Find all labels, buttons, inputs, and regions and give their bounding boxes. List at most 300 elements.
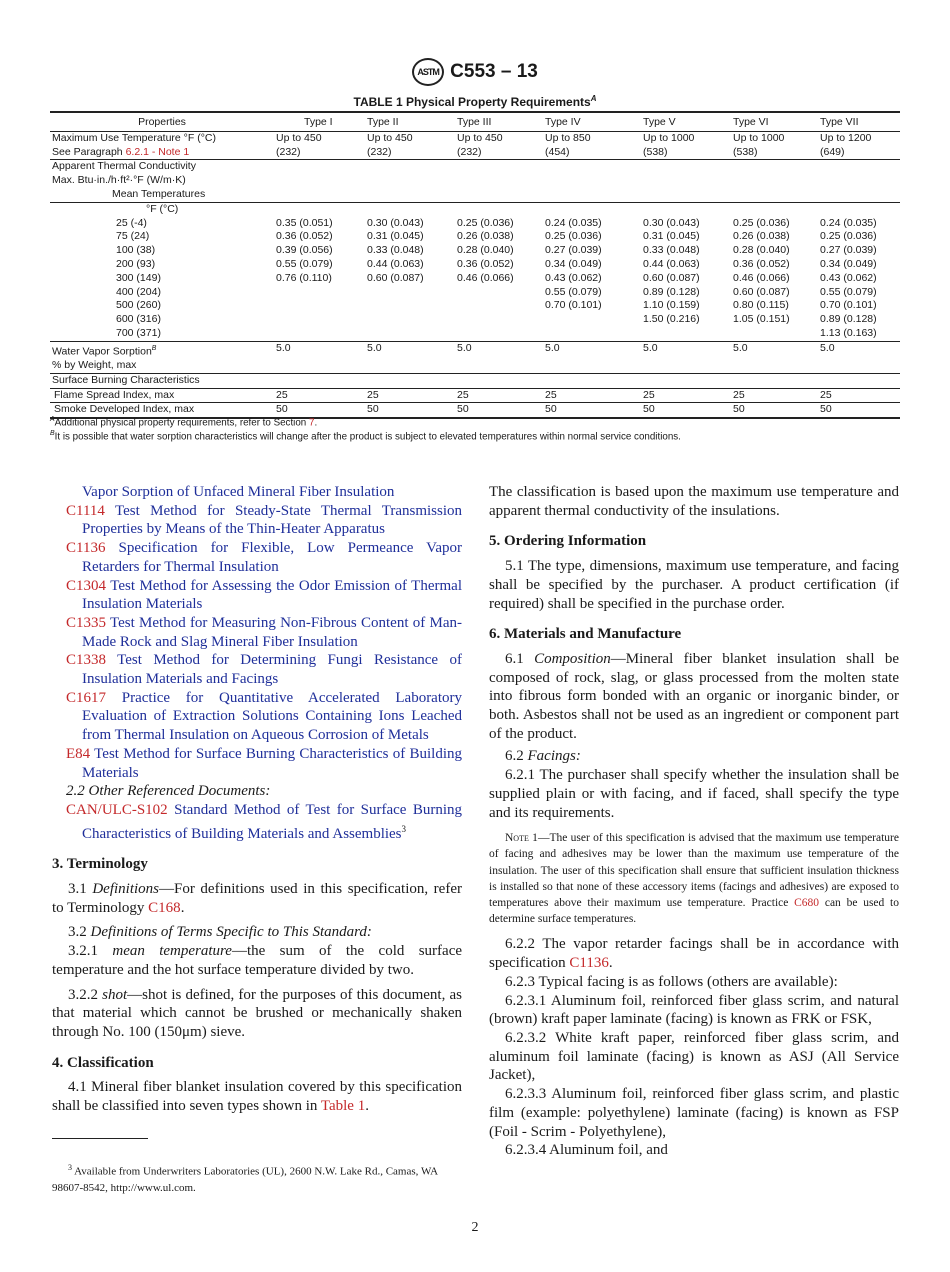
section-heading: 4. Classification	[52, 1054, 154, 1071]
table-cell	[641, 403, 731, 418]
paragraph-continuation: The classification is based upon the maximum use temperature and apparent thermal conductivity of the insulations.	[489, 484, 899, 519]
table-cell	[543, 373, 641, 388]
table-cell	[731, 202, 818, 216]
cell-text: 0.33 (0.048)	[643, 244, 700, 257]
reference-title[interactable]: Test Method for Determining Fungi Resistance of Insulation Materials and Facings	[82, 652, 462, 688]
cell-text: 200 (93)	[116, 257, 156, 270]
table-cell	[543, 341, 641, 373]
column-header: Type III	[455, 112, 543, 131]
paragraph-6-2-3-1: 6.2.3.1 Aluminum foil, reinforced fiber glass scrim, and natural (brown) kraft paper laminate (facing) is known as FRK or FSK,	[489, 992, 899, 1028]
table-cell	[274, 373, 365, 388]
table-cell	[50, 258, 274, 272]
table-cell	[543, 188, 641, 202]
cell-text: 75 (24)	[116, 230, 150, 243]
cell-text: 50	[820, 403, 832, 416]
table-cell	[50, 217, 274, 231]
reference-item	[52, 745, 462, 782]
column-header: Properties	[50, 112, 274, 131]
table-footnote-b	[50, 430, 681, 442]
paragraph-6-1	[489, 650, 899, 744]
paragraph-6-2-3: 6.2.3 Typical facing is as follows (others are available):	[505, 973, 838, 990]
table-cell	[543, 286, 641, 300]
table-cell	[365, 272, 455, 286]
table-cell	[543, 299, 641, 313]
table-cell	[641, 188, 731, 202]
num: 3.2.2	[68, 986, 103, 1003]
table-cell	[543, 313, 641, 327]
table-cell	[274, 341, 365, 373]
document-header	[0, 58, 950, 86]
cell-text: % by Weight, max	[52, 359, 137, 372]
cell-text: 500 (260)	[116, 299, 161, 312]
reference-code-link[interactable]: E84	[66, 745, 91, 762]
punct: .	[314, 417, 318, 429]
table-cell	[274, 388, 365, 403]
reference-title[interactable]: Test Method for Steady-State Thermal Transmission Properties by Means of the Thin-Heater Apparatus	[82, 502, 463, 538]
note-1	[489, 830, 899, 927]
column-header: Type I	[274, 112, 365, 131]
reference-item	[52, 502, 462, 539]
footnote-text: Additional physical property requirements, refer to Section	[54, 417, 309, 429]
cell-text: 50	[733, 403, 745, 416]
note-text: —The user of this specification is advised that the maximum use temperature of facing and adhesives may be lower than the maximum use temperature of the insulation. The user of this specification shall ensure that sufficient insulation thickness is installed so that none of these accessory items (facings and adhesives) are exposed to temperatures above their maximum use temperature. Practice	[489, 832, 899, 910]
cell-text: Water Vapor Sorption	[52, 345, 152, 358]
cell-text: (232)	[367, 145, 392, 158]
table-cell	[731, 244, 818, 258]
table-cell	[818, 373, 900, 388]
cell-text: 50	[643, 403, 655, 416]
table-cell	[50, 160, 274, 188]
table-cell	[641, 341, 731, 373]
cell-text: 50	[367, 403, 379, 416]
cell-text: 700 (371)	[116, 326, 161, 339]
footnote-text: It is possible that water sorption characteristics will change after the product is subject to elevated temperatures within normal service conditions.	[54, 431, 681, 443]
table-row	[50, 217, 900, 231]
table-title	[0, 94, 950, 109]
physical-property-table	[50, 111, 900, 419]
table-cell	[365, 313, 455, 327]
table-cell	[641, 244, 731, 258]
page-number: 2	[471, 1220, 479, 1235]
table-cell	[365, 403, 455, 418]
cell-text: 1.10 (0.159)	[643, 299, 700, 312]
table-cell	[731, 258, 818, 272]
table-cell	[50, 202, 274, 216]
table-cell	[818, 299, 900, 313]
table-row	[50, 327, 900, 341]
cell-text: 0.33 (0.048)	[367, 244, 424, 257]
table-cell	[274, 258, 365, 272]
table-cell	[818, 202, 900, 216]
table-row	[50, 230, 900, 244]
table-cell	[818, 388, 900, 403]
table-cell	[731, 188, 818, 202]
table-cell	[455, 341, 543, 373]
footnote-marker: A	[590, 94, 597, 103]
left-column	[52, 483, 462, 1116]
term: mean temperature	[112, 943, 232, 960]
table-cell	[731, 299, 818, 313]
cell-text: 50	[545, 403, 557, 416]
table-cell	[455, 286, 543, 300]
table-cell	[641, 230, 731, 244]
term: Definitions of Terms Specific to This Standard:	[90, 924, 372, 941]
table-cell	[455, 327, 543, 341]
table-cell	[641, 217, 731, 231]
table-cell	[50, 272, 274, 286]
cell-text: See Paragraph	[52, 145, 126, 158]
cell-text: Up to 1200	[820, 131, 872, 144]
table-cell	[818, 131, 900, 160]
paragraph-6-2-2	[489, 935, 899, 972]
table-cell	[455, 217, 543, 231]
table-cell	[543, 403, 641, 418]
cell-text: °F (°C)	[146, 202, 179, 215]
column-header: Type VI	[731, 112, 818, 131]
cell-text: Up to 850	[545, 131, 591, 144]
table-cell	[731, 388, 818, 403]
table-cell	[641, 313, 731, 327]
c168-link[interactable]: C168	[148, 899, 181, 916]
cell-text: Max. Btu·in./h·ft²·°F (W/m·K)	[52, 174, 186, 187]
table-cell	[543, 230, 641, 244]
cell-text: 0.31 (0.045)	[367, 230, 424, 243]
cell-text: (538)	[733, 145, 758, 158]
footnote-divider	[52, 1138, 148, 1139]
note-label: Note 1	[505, 832, 538, 845]
cell-text: 0.43 (0.062)	[545, 271, 602, 284]
cell-text: Up to 1000	[643, 131, 695, 144]
reference-item	[52, 651, 462, 688]
table-cell	[365, 327, 455, 341]
cell-text: 0.60 (0.087)	[733, 285, 790, 298]
cell-text: 0.55 (0.079)	[820, 285, 877, 298]
cell-text: Surface Burning Characteristics	[52, 373, 200, 386]
cell-text: 0.28 (0.040)	[457, 244, 514, 257]
table-cell	[641, 286, 731, 300]
table-cell	[455, 258, 543, 272]
cell-text: 100 (38)	[116, 244, 156, 257]
table-cell	[50, 286, 274, 300]
table-cell	[455, 403, 543, 418]
cell-text: 600 (316)	[116, 313, 161, 326]
table-cell	[50, 373, 274, 388]
table-cell	[455, 188, 543, 202]
reference-code-link[interactable]: C1338	[66, 652, 107, 669]
table-cell	[274, 327, 365, 341]
punct: .	[365, 1098, 369, 1115]
cell-text: 5.0	[545, 341, 560, 354]
cell-text: Up to 450	[367, 131, 413, 144]
table-row	[50, 272, 900, 286]
table-row	[50, 160, 900, 188]
table-cell	[365, 341, 455, 373]
column-header: Type IV	[543, 112, 641, 131]
note-text-end: can be used to determine surface temperatures.	[489, 897, 900, 926]
term: shot	[102, 986, 128, 1003]
paragraph-5-1: 5.1 The type, dimensions, maximum use temperature, and facing shall be specified by the purchaser. A product certification (if required) shall be specified in the purchase order.	[489, 558, 899, 612]
table-cell	[365, 217, 455, 231]
cell-text: 300 (149)	[116, 271, 161, 284]
cell-text: (649)	[820, 145, 845, 158]
column-header: Type V	[641, 112, 731, 131]
cell-text: 0.25 (0.036)	[733, 216, 790, 229]
table-cell	[50, 188, 274, 202]
section-heading: 5. Ordering Information	[489, 533, 647, 550]
table-cell	[818, 160, 900, 188]
text: —shot is defined, for the purposes of this document, as that material which cannot be brushed or mechanically shaken through No. 100 (150μm) sieve.	[52, 986, 462, 1040]
table-cell	[731, 217, 818, 231]
cell-text: 0.44 (0.063)	[367, 257, 424, 270]
table-cell	[543, 272, 641, 286]
cell-text: 0.39 (0.056)	[276, 244, 333, 257]
cell-text: 0.36 (0.052)	[276, 230, 333, 243]
footnote-marker: A	[50, 416, 55, 423]
reference-can-ulc	[52, 801, 462, 843]
paragraph-3-2-1	[52, 942, 462, 979]
table-cell	[455, 373, 543, 388]
reference-code-link[interactable]: C1136	[66, 540, 106, 557]
table-cell	[641, 258, 731, 272]
table-cell	[731, 131, 818, 160]
text: —the sum of the cold surface temperature and the hot surface temperature divided by two.	[52, 943, 463, 978]
table-row	[50, 188, 900, 202]
footnote-text: Available from Underwriters Laboratories (UL), 2600 N.W. Lake Rd., Camas, WA 98607-8542, http://www.ul.com.	[52, 1165, 438, 1194]
text: 4.1 Mineral fiber blanket insulation covered by this specification shall be classified into seven types shown in	[52, 1079, 462, 1115]
reference-continuation: Vapor Sorption of Unfaced Mineral Fiber Insulation	[82, 484, 395, 500]
table-cell	[365, 258, 455, 272]
reference-item	[52, 614, 462, 651]
cell-text: Flame Spread Index, max	[54, 388, 175, 401]
table-cell	[274, 188, 365, 202]
table-footnote-a	[50, 416, 317, 428]
cell-text: 0.43 (0.062)	[820, 271, 877, 284]
table-cell	[50, 299, 274, 313]
table-cell	[818, 313, 900, 327]
table-cell	[455, 299, 543, 313]
text: 6.2.2 The vapor retarder facings shall be in accordance with specification	[489, 936, 899, 972]
cell-text: 400 (204)	[116, 285, 161, 298]
cell-text: Apparent Thermal Conductivity	[52, 160, 196, 173]
table-cell	[731, 403, 818, 418]
table-cell	[641, 299, 731, 313]
cell-text: 25	[545, 388, 557, 401]
table-cell	[818, 341, 900, 373]
cell-text: 0.36 (0.052)	[457, 257, 514, 270]
table-cell	[50, 313, 274, 327]
table-cell	[641, 373, 731, 388]
punct: .	[180, 899, 185, 916]
cell-text: 0.46 (0.066)	[733, 271, 790, 284]
table-cell	[543, 217, 641, 231]
table-cell	[731, 373, 818, 388]
cell-text: 50	[457, 403, 469, 416]
table-cell	[455, 131, 543, 160]
term: Facings:	[527, 748, 581, 765]
cell-text: 0.27 (0.039)	[545, 244, 602, 257]
table-row	[50, 244, 900, 258]
table-cell	[274, 244, 365, 258]
table-cell	[731, 160, 818, 188]
cell-text: 0.30 (0.043)	[367, 216, 424, 229]
reference-code-link[interactable]: C1304	[66, 577, 107, 594]
cell-text: 0.25 (0.036)	[820, 230, 877, 243]
table-row	[50, 313, 900, 327]
table-cell	[455, 272, 543, 286]
c680-link[interactable]: C680	[794, 897, 820, 910]
cell-text: 25 (-4)	[116, 216, 147, 229]
table-cell	[455, 313, 543, 327]
text: —For definitions used in this specification, refer to Terminology	[52, 881, 462, 916]
table-cell	[274, 272, 365, 286]
cell-text: 0.24 (0.035)	[545, 216, 602, 229]
paragraph-6-2-3-3: 6.2.3.3 Aluminum foil, reinforced fiber glass scrim, and plastic film (example: polyethylene) laminate (facing) is known as FSP (Foil - Scrim - Polyethylene),	[489, 1086, 899, 1140]
cell-text: 0.34 (0.049)	[820, 257, 877, 270]
cell-text: 0.44 (0.063)	[643, 257, 700, 270]
table-row	[50, 373, 900, 388]
table-cell	[50, 244, 274, 258]
reference-code-link[interactable]: C1114	[66, 502, 105, 519]
table-cell	[365, 230, 455, 244]
table-row	[50, 286, 900, 300]
table-cell	[818, 272, 900, 286]
paragraph-3-2-2	[52, 986, 462, 1042]
cell-text: 0.55 (0.079)	[276, 257, 333, 270]
table-cell	[641, 327, 731, 341]
cell-text: 0.80 (0.115)	[733, 299, 789, 312]
column-header: Type II	[365, 112, 455, 131]
paragraph-6-2-3-4: 6.2.3.4 Aluminum foil, and	[505, 1142, 668, 1159]
note-1-link[interactable]: 6.2.1 - Note 1	[125, 145, 190, 158]
cell-text: 0.30 (0.043)	[643, 216, 700, 229]
table-cell	[641, 202, 731, 216]
term: Composition	[534, 650, 611, 667]
cell-text: 0.34 (0.049)	[545, 257, 602, 270]
table-cell	[274, 313, 365, 327]
table-cell	[818, 244, 900, 258]
table-cell	[274, 202, 365, 216]
table-cell	[50, 131, 274, 160]
cell-text: 1.13 (0.163)	[820, 326, 877, 339]
table-cell	[455, 244, 543, 258]
cell-text: 1.05 (0.151)	[733, 313, 790, 326]
table-row	[50, 341, 900, 373]
section-link[interactable]: 7	[308, 417, 315, 429]
table-cell	[731, 313, 818, 327]
table-cell	[731, 341, 818, 373]
table-cell	[818, 327, 900, 341]
footnote-marker: B	[50, 430, 55, 437]
paragraph-6-2-1: 6.2.1 The purchaser shall specify whether the insulation shall be supplied plain or with facing, and if faced, shall specify the type and its requirements.	[489, 767, 899, 821]
table-cell	[455, 160, 543, 188]
reference-title[interactable]: Specification for Flexible, Low Permeance Vapor Retarders for Thermal Insulation	[82, 540, 462, 575]
paragraph-6-2	[489, 747, 899, 766]
table-row	[50, 258, 900, 272]
table-cell	[731, 272, 818, 286]
cell-text: 0.24 (0.035)	[820, 216, 877, 229]
table-cell	[543, 388, 641, 403]
table-cell	[365, 388, 455, 403]
table-cell	[365, 188, 455, 202]
reference-title[interactable]: Standard Method of Test for Surface Burning Characteristics of Building Materials and Assemblies	[82, 801, 463, 842]
table-cell	[543, 244, 641, 258]
subheading: 2.2 Other Referenced Documents:	[66, 783, 271, 800]
table-cell	[543, 258, 641, 272]
reference-title[interactable]: Test Method for Assessing the Odor Emission of Thermal Insulation Materials	[82, 577, 462, 613]
table-cell	[274, 217, 365, 231]
table-cell	[455, 202, 543, 216]
cell-text: 0.27 (0.039)	[820, 244, 877, 257]
cell-text: 25	[643, 388, 655, 401]
table-cell	[455, 230, 543, 244]
cell-text: (538)	[643, 145, 668, 158]
cell-text: 0.26 (0.038)	[457, 230, 514, 243]
table-cell	[365, 160, 455, 188]
cell-text: 0.46 (0.066)	[457, 271, 514, 284]
term: Definitions	[92, 881, 159, 898]
cell-text: 50	[276, 403, 288, 416]
table-cell	[818, 230, 900, 244]
column-header: Type VII	[818, 112, 900, 131]
table-cell	[365, 202, 455, 216]
table-row	[50, 131, 900, 160]
reference-title[interactable]: Test Method for Surface Burning Characteristics of Building Materials	[82, 745, 462, 781]
table-cell	[731, 327, 818, 341]
reference-code-link[interactable]: C1335	[66, 614, 107, 631]
reference-item	[52, 577, 462, 614]
cell-text: (232)	[457, 145, 482, 158]
punct: .	[608, 955, 613, 972]
paragraph-4-1	[52, 1078, 462, 1115]
num: 3.1	[68, 881, 93, 898]
reference-title[interactable]: Practice for Quantitative Accelerated Laboratory Evaluation of Extraction Solutions Containing Ions Leached from Thermal Insulation on Aqueous Corrosion of Metals	[82, 689, 463, 744]
cell-text: 0.25 (0.036)	[545, 230, 602, 243]
table-cell	[543, 202, 641, 216]
reference-code-link[interactable]: C1617	[66, 689, 107, 706]
table-cell	[365, 299, 455, 313]
cell-text: Up to 1000	[733, 131, 785, 144]
reference-code-link[interactable]: CAN/ULC-S102	[66, 801, 168, 818]
table-1-link[interactable]: Table 1	[320, 1098, 366, 1115]
cell-text: Up to 450	[276, 131, 322, 144]
table-cell	[818, 188, 900, 202]
cell-text: 0.60 (0.087)	[643, 271, 700, 284]
cell-text: Mean Temperatures	[112, 187, 206, 200]
reference-item	[52, 689, 462, 745]
cell-text: 0.28 (0.040)	[733, 244, 790, 257]
c1136-link[interactable]: C1136	[569, 955, 609, 972]
table-cell	[641, 272, 731, 286]
table-cell	[543, 131, 641, 160]
page-footnote	[52, 1160, 462, 1196]
table-cell	[365, 244, 455, 258]
footnote-marker: B	[151, 344, 157, 352]
cell-text: 5.0	[367, 341, 382, 354]
right-column	[489, 483, 899, 1160]
section-heading: 6. Materials and Manufacture	[489, 626, 682, 643]
cell-text: 25	[820, 388, 832, 401]
reference-title[interactable]: Test Method for Measuring Non-Fibrous Content of Man-Made Rock and Slag Mineral Fiber Insulation	[82, 614, 462, 650]
cell-text: 0.70 (0.101)	[820, 299, 877, 312]
cell-text: Smoke Developed Index, max	[54, 403, 195, 416]
table-cell	[641, 388, 731, 403]
num: 3.2.1	[68, 943, 113, 960]
paragraph-6-2-3-2: 6.2.3.2 White kraft paper, reinforced fiber glass scrim, and aluminum foil laminate (facing) is known as ASJ (All Service Jacket),	[489, 1029, 899, 1084]
cell-text: 0.89 (0.128)	[820, 313, 877, 326]
table-cell	[274, 286, 365, 300]
table-cell	[641, 160, 731, 188]
cell-text: 0.31 (0.045)	[643, 230, 700, 243]
